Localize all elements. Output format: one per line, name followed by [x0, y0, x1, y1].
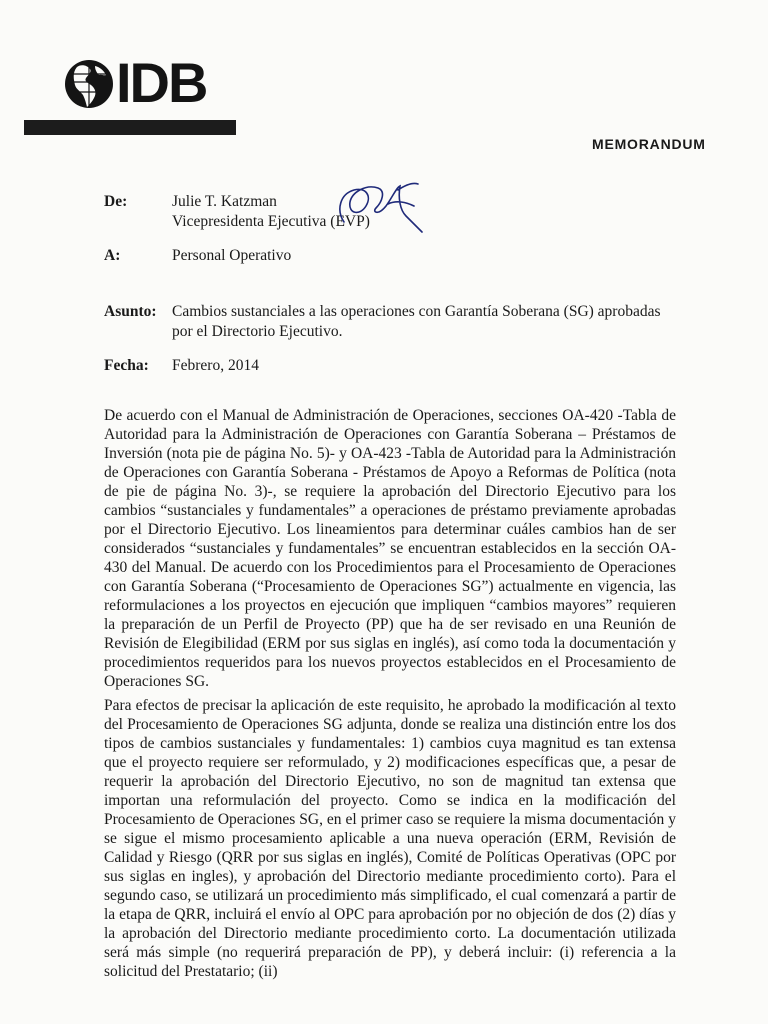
subject-label: Asunto: [104, 303, 157, 320]
header-rule [24, 120, 236, 135]
subject-line1: Cambios sustanciales a las operaciones con Garantía Soberana (SG) aprobadas [172, 303, 661, 320]
signature-image [326, 176, 436, 236]
logo-text: IDB [116, 51, 207, 114]
from-name: Julie T. Katzman [172, 193, 277, 210]
subject-line2: por el Directorio Ejecutivo. [172, 323, 343, 340]
idb-logo [64, 51, 216, 114]
date-value: Febrero, 2014 [172, 357, 259, 374]
to-label: A: [104, 247, 121, 264]
body-paragraph-2: Para efectos de precisar la aplicación de este requisito, he aprobado la modificación al texto del Procesamiento de Operaciones SG adjunta, donde se realiza una distinción entre los dos tipos de cambios sustanciales y fundamentales: 1) cambios cuya magnitud es tan extensa que el proyecto requiere ser reformulado, y 2) modificaciones específicas que, a pesar de requerir la aprobación del Directorio Ejecutivo, no son de magnitud tan extensa que importan una reformulación del proyecto. Como se indica en la modificación del Procesamiento de Operaciones SG, en el primer caso se requiere la misma documentación y se sigue el mismo procesamiento aplicable a una nueva operación (ERM, Revisión de Calidad y Riesgo (QRR por sus siglas en inglés), Comité de Políticas Operativas (OPC por sus siglas en ingles), y aprobación del Directorio mediante procedimiento corto). Para el segundo caso, se utilizará un procedimiento más simplificado, el cual comenzará a partir de la etapa de QRR, incluirá el envío al OPC para aprobación por no objeción de dos (2) días y la aprobación del Directorio mediante procedimiento corto. La documentación utilizada será más simple (no requerirá preparación de PP), y deberá incluir: (i) referencia a la solicitud del Prestatario; (ii) [104, 697, 676, 980]
from-label: De: [104, 193, 128, 210]
date-label: Fecha: [104, 357, 149, 374]
memo-title: MEMORANDUM [592, 136, 706, 152]
globe-logo-icon [64, 58, 114, 110]
body-paragraph-1: De acuerdo con el Manual de Administración de Operaciones, secciones OA-420 -Tabla de Autoridad para la Administración de Operaciones con Garantía Soberana – Préstamos de Inversión (nota pie de página No. 5)- y OA-423 -Tabla de Autoridad para la Administración de Operaciones con Garantía Soberana - Préstamos de Apoyo a Reformas de Política (nota de pie de página No. 3)-, se requiere la aprobación del Directorio Ejecutivo para los cambios “sustanciales y fundamentales” a operaciones de préstamo previamente aprobadas por el Directorio Ejecutivo. Los lineamientos para determinar cuáles cambios han de ser considerados “sustanciales y fundamentales” se encuentran establecidos en la sección OA-430 del Manual. De acuerdo con los Procedimientos para el Procesamiento de Operaciones con Garantía Soberana (“Procesamiento de Operaciones SG”) actualmente en vigencia, las reformulaciones a los proyectos en ejecución que impliquen “cambios mayores” requieren la preparación de un Perfil de Proyecto (PP) que ha de ser revisado en una Reunión de Revisión de Elegibilidad (ERM por sus siglas en inglés), así como toda la documentación y procedimientos requeridos para los nuevos proyectos establecidos en el Procesamiento de Operaciones SG. [104, 407, 676, 690]
from-role: Vicepresidenta Ejecutiva (EVP) [172, 213, 370, 230]
to-value: Personal Operativo [172, 247, 292, 264]
